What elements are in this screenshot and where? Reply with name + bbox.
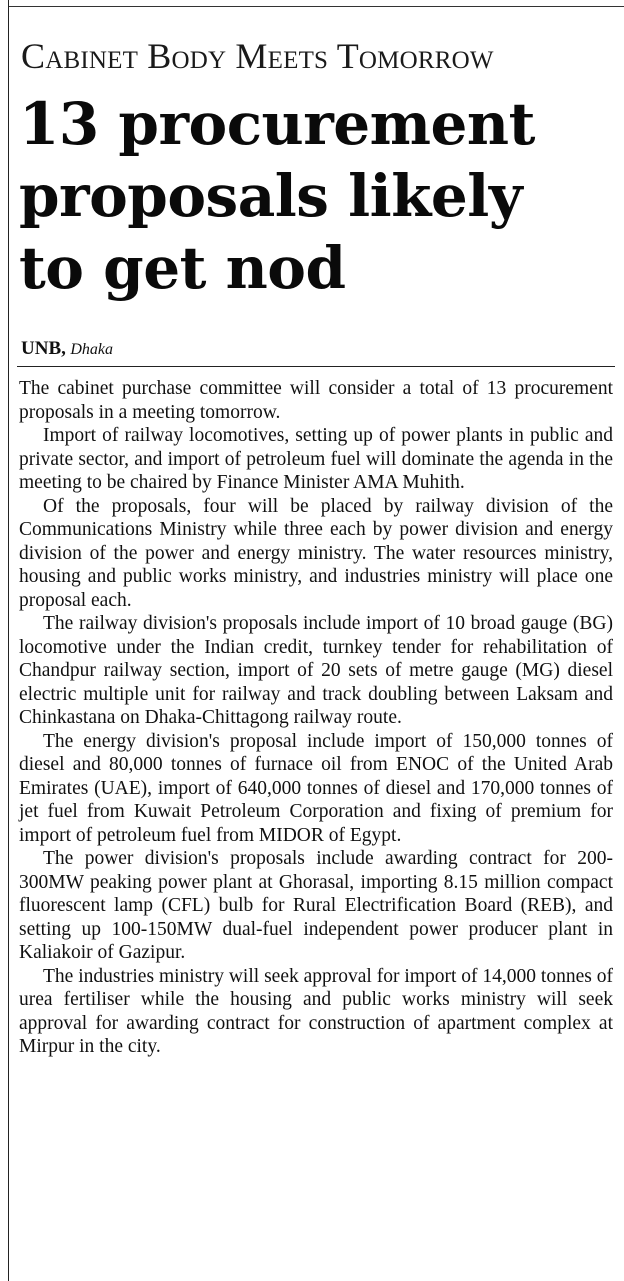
headline-line-3: to get nod [19, 234, 346, 302]
byline [21, 337, 113, 361]
headline-line-2: proposals likely [19, 162, 523, 230]
paragraph: The industries ministry will seek approval for import of 14,000 tonnes of urea fertiliser while the housing and public works ministry will seek approval for awarding contract for construction of apartment complex at Mirpur in the city. [19, 965, 613, 1057]
kicker: Cabinet Body Meets Tomorrow [21, 36, 494, 76]
headline [19, 88, 619, 304]
top-rule [9, 6, 624, 7]
paragraph: Import of railway locomotives, setting up of power plants in public and private sector, and import of petroleum fuel will dominate the agenda in the meeting to be chaired by Finance Minister AMA Muhith. [19, 425, 613, 493]
news-clipping [8, 0, 624, 1281]
headline-line-1: 13 procurement [19, 90, 535, 158]
paragraph: The cabinet purchase committee will consider a total of 13 procurement proposals in a meeting tomorrow. [19, 378, 613, 423]
article-body [19, 377, 613, 1059]
paragraph: The energy division's proposal include import of 150,000 tonnes of diesel and 80,000 tonnes of furnace oil from ENOC of the United Arab Emirates (UAE), import of 640,000 tonnes of diesel and 170,000 tonnes of jet fuel from Kuwait Petroleum Corporation and fixing of premium for import of petroleum fuel from MIDOR of Egypt. [19, 730, 613, 846]
byline-agency: UNB, [21, 338, 66, 359]
paragraph: The power division's proposals include awarding contract for 200-300MW peaking power plant at Ghorasal, importing 8.15 million compact fluorescent lamp (CFL) bulb for Rural Electrification Board (REB), and setting up 100-150MW dual-fuel independent power producer plant in Kaliakoir of Gazipur. [19, 848, 613, 963]
paragraph: The railway division's proposals include import of 10 broad gauge (BG) locomotive under the Indian credit, turnkey tender for rehabilitation of Chandpur railway section, import of 20 sets of metre gauge (MG) diesel electric multiple unit for railway and track doubling between Laksam and Chinkastana on Dhaka-Chittagong railway route. [19, 613, 613, 728]
paragraph: Of the proposals, four will be placed by railway division of the Communications Ministry while three each by power division and energy division of the power and energy ministry. The water resources ministry, housing and public works ministry, and industries ministry will place one proposal each. [19, 495, 613, 611]
byline-city: Dhaka [70, 341, 114, 358]
byline-rule [17, 366, 615, 367]
